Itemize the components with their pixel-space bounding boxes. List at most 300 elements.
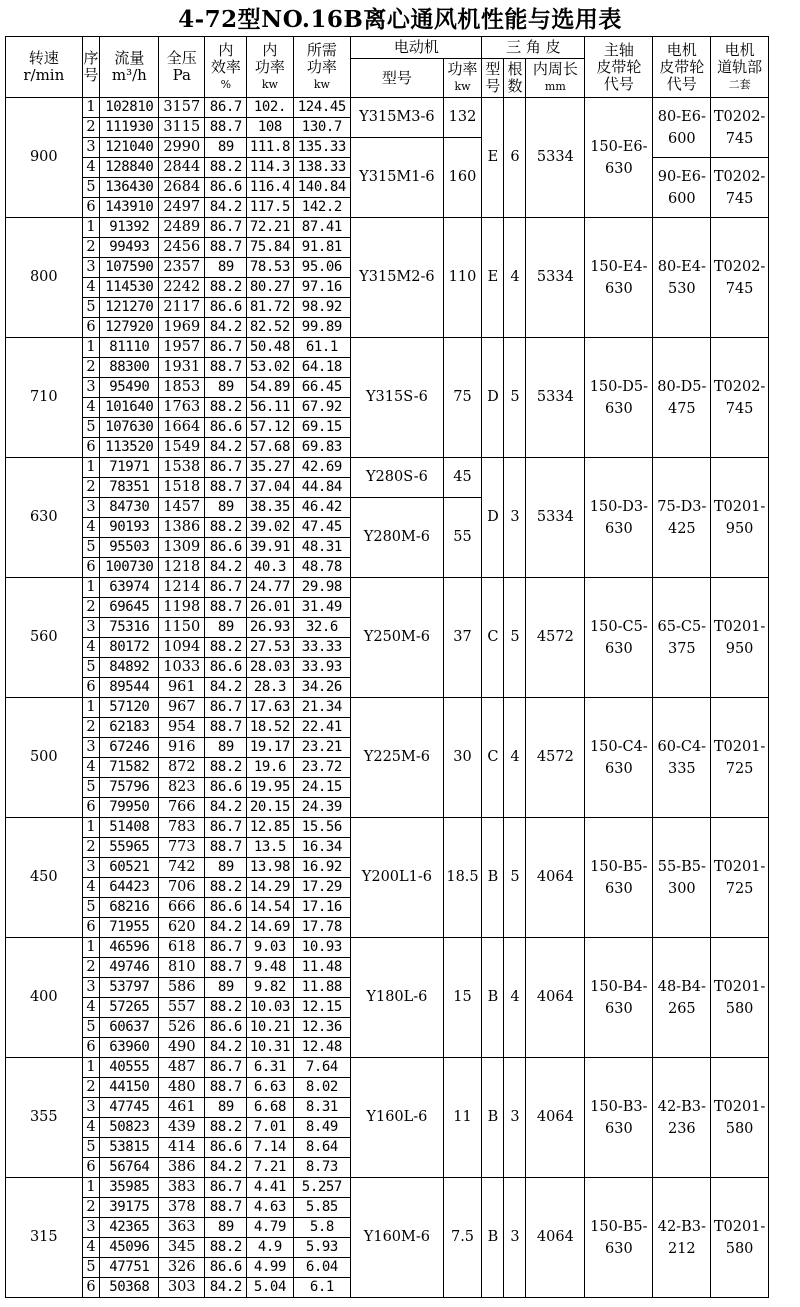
motor-model-cell: Y315M1-6 — [351, 138, 443, 218]
flow-cell: 107630 — [100, 418, 159, 438]
seq-cell: 1 — [82, 338, 100, 358]
efficiency-cell: 88.7 — [205, 358, 247, 378]
required-power-cell: 61.1 — [293, 338, 351, 358]
efficiency-cell: 89 — [205, 138, 247, 158]
efficiency-cell: 88.2 — [205, 758, 247, 778]
internal-power-cell: 10.21 — [247, 1018, 293, 1038]
efficiency-cell: 86.6 — [205, 1018, 247, 1038]
flow-cell: 113520 — [100, 438, 159, 458]
belt-count-cell: 4 — [504, 218, 526, 338]
internal-power-cell: 37.04 — [247, 478, 293, 498]
motor-model-cell: Y180L-6 — [351, 938, 443, 1058]
flow-cell: 78351 — [100, 478, 159, 498]
required-power-cell: 97.16 — [293, 278, 351, 298]
required-power-cell: 17.29 — [293, 878, 351, 898]
efficiency-cell: 86.7 — [205, 1058, 247, 1078]
internal-power-cell: 19.17 — [247, 738, 293, 758]
flow-cell: 60521 — [100, 858, 159, 878]
seq-cell: 5 — [82, 298, 100, 318]
pressure-cell: 1518 — [159, 478, 205, 498]
seq-cell: 3 — [82, 618, 100, 638]
seq-cell: 2 — [82, 1078, 100, 1098]
required-power-cell: 138.33 — [293, 158, 351, 178]
required-power-cell: 66.45 — [293, 378, 351, 398]
required-power-cell: 7.64 — [293, 1058, 351, 1078]
belt-type-cell: E — [482, 98, 504, 218]
required-power-cell: 98.92 — [293, 298, 351, 318]
seq-cell: 1 — [82, 1178, 100, 1198]
motor-model-cell: Y315S-6 — [351, 338, 443, 458]
internal-power-cell: 4.9 — [247, 1238, 293, 1258]
required-power-cell: 12.48 — [293, 1038, 351, 1058]
required-power-cell: 24.15 — [293, 778, 351, 798]
seq-cell: 5 — [82, 778, 100, 798]
flow-cell: 91392 — [100, 218, 159, 238]
efficiency-cell: 89 — [205, 378, 247, 398]
required-power-cell: 17.78 — [293, 918, 351, 938]
efficiency-cell: 89 — [205, 1218, 247, 1238]
speed-cell: 450 — [6, 818, 83, 938]
required-power-cell: 142.2 — [293, 198, 351, 218]
efficiency-cell: 86.6 — [205, 898, 247, 918]
internal-power-cell: 39.02 — [247, 518, 293, 538]
seq-cell: 5 — [82, 898, 100, 918]
efficiency-cell: 88.7 — [205, 1198, 247, 1218]
efficiency-cell: 88.2 — [205, 518, 247, 538]
flow-cell: 128840 — [100, 158, 159, 178]
internal-power-cell: 54.89 — [247, 378, 293, 398]
seq-cell: 6 — [82, 1158, 100, 1178]
required-power-cell: 12.15 — [293, 998, 351, 1018]
required-power-cell: 48.31 — [293, 538, 351, 558]
motor-model-cell: Y200L1-6 — [351, 818, 443, 938]
pressure-cell: 2117 — [159, 298, 205, 318]
flow-cell: 90193 — [100, 518, 159, 538]
required-power-cell: 11.48 — [293, 958, 351, 978]
flow-cell: 136430 — [100, 178, 159, 198]
belt-length-cell: 5334 — [526, 218, 585, 338]
seq-cell: 5 — [82, 418, 100, 438]
efficiency-cell: 88.2 — [205, 278, 247, 298]
belt-type-cell: E — [482, 218, 504, 338]
internal-power-cell: 7.21 — [247, 1158, 293, 1178]
seq-cell: 2 — [82, 358, 100, 378]
required-power-cell: 8.49 — [293, 1118, 351, 1138]
pressure-cell: 1538 — [159, 458, 205, 478]
efficiency-cell: 88.7 — [205, 598, 247, 618]
seq-cell: 1 — [82, 578, 100, 598]
efficiency-cell: 86.6 — [205, 178, 247, 198]
internal-power-cell: 26.93 — [247, 618, 293, 638]
pressure-cell: 383 — [159, 1178, 205, 1198]
flow-cell: 57120 — [100, 698, 159, 718]
belt-type-cell: B — [482, 1058, 504, 1178]
belt-length-cell: 4064 — [526, 1058, 585, 1178]
belt-length-cell: 4572 — [526, 578, 585, 698]
required-power-cell: 5.8 — [293, 1218, 351, 1238]
seq-cell: 3 — [82, 258, 100, 278]
pressure-cell: 303 — [159, 1278, 205, 1298]
table-row — [6, 578, 769, 598]
pressure-cell: 618 — [159, 938, 205, 958]
internal-power-cell: 9.82 — [247, 978, 293, 998]
required-power-cell: 8.73 — [293, 1158, 351, 1178]
efficiency-cell: 84.2 — [205, 918, 247, 938]
belt-length-cell: 4572 — [526, 698, 585, 818]
seq-cell: 4 — [82, 158, 100, 178]
flow-cell: 121270 — [100, 298, 159, 318]
internal-power-cell: 35.27 — [247, 458, 293, 478]
motor-pulley-cell: 80-E6-600 — [653, 98, 711, 158]
header-motor-model: 型号 — [351, 59, 443, 98]
internal-power-cell: 14.69 — [247, 918, 293, 938]
belt-count-cell: 5 — [504, 338, 526, 458]
flow-cell: 88300 — [100, 358, 159, 378]
table-row — [6, 818, 769, 838]
flow-cell: 57265 — [100, 998, 159, 1018]
seq-cell: 6 — [82, 1038, 100, 1058]
internal-power-cell: 57.68 — [247, 438, 293, 458]
belt-type-cell: B — [482, 818, 504, 938]
flow-cell: 95503 — [100, 538, 159, 558]
belt-count-cell: 5 — [504, 578, 526, 698]
motor-power-cell: 37 — [443, 578, 482, 698]
belt-type-cell: B — [482, 938, 504, 1058]
efficiency-cell: 88.7 — [205, 838, 247, 858]
flow-cell: 68216 — [100, 898, 159, 918]
pressure-cell: 363 — [159, 1218, 205, 1238]
motor-pulley-cell: 60-C4-335 — [653, 698, 711, 818]
internal-power-cell: 72.21 — [247, 218, 293, 238]
internal-power-cell: 19.6 — [247, 758, 293, 778]
speed-cell: 315 — [6, 1178, 83, 1298]
spindle-pulley-cell: 150-E6-630 — [585, 98, 653, 218]
efficiency-cell: 86.6 — [205, 1138, 247, 1158]
seq-cell: 4 — [82, 518, 100, 538]
required-power-cell: 135.33 — [293, 138, 351, 158]
required-power-cell: 130.7 — [293, 118, 351, 138]
internal-power-cell: 13.98 — [247, 858, 293, 878]
internal-power-cell: 116.4 — [247, 178, 293, 198]
motor-rail-cell: T0202-745 — [711, 218, 769, 338]
motor-power-cell: 18.5 — [443, 818, 482, 938]
seq-cell: 2 — [82, 838, 100, 858]
belt-type-cell: C — [482, 698, 504, 818]
flow-cell: 84730 — [100, 498, 159, 518]
pressure-cell: 783 — [159, 818, 205, 838]
required-power-cell: 16.92 — [293, 858, 351, 878]
pressure-cell: 1957 — [159, 338, 205, 358]
table-row — [6, 1178, 769, 1198]
seq-cell: 3 — [82, 378, 100, 398]
internal-power-cell: 4.41 — [247, 1178, 293, 1198]
internal-power-cell: 39.91 — [247, 538, 293, 558]
pressure-cell: 2684 — [159, 178, 205, 198]
speed-cell: 630 — [6, 458, 83, 578]
internal-power-cell: 28.03 — [247, 658, 293, 678]
required-power-cell: 33.33 — [293, 638, 351, 658]
efficiency-cell: 84.2 — [205, 798, 247, 818]
internal-power-cell: 114.3 — [247, 158, 293, 178]
spindle-pulley-cell: 150-B5-630 — [585, 1178, 653, 1298]
required-power-cell: 12.36 — [293, 1018, 351, 1038]
motor-power-cell: 15 — [443, 938, 482, 1058]
internal-power-cell: 12.85 — [247, 818, 293, 838]
flow-cell: 111930 — [100, 118, 159, 138]
pressure-cell: 1214 — [159, 578, 205, 598]
flow-cell: 50823 — [100, 1118, 159, 1138]
internal-power-cell: 17.63 — [247, 698, 293, 718]
flow-cell: 80172 — [100, 638, 159, 658]
flow-cell: 71971 — [100, 458, 159, 478]
required-power-cell: 124.45 — [293, 98, 351, 118]
belt-length-cell: 4064 — [526, 1178, 585, 1298]
pressure-cell: 386 — [159, 1158, 205, 1178]
spindle-pulley-cell: 150-C4-630 — [585, 698, 653, 818]
seq-cell: 4 — [82, 998, 100, 1018]
pressure-cell: 378 — [159, 1198, 205, 1218]
seq-cell: 3 — [82, 858, 100, 878]
required-power-cell: 48.78 — [293, 558, 351, 578]
pressure-cell: 1457 — [159, 498, 205, 518]
seq-cell: 1 — [82, 818, 100, 838]
required-power-cell: 16.34 — [293, 838, 351, 858]
required-power-cell: 8.02 — [293, 1078, 351, 1098]
efficiency-cell: 86.6 — [205, 1258, 247, 1278]
fan-selection-table — [5, 36, 769, 1298]
pressure-cell: 967 — [159, 698, 205, 718]
belt-type-cell: B — [482, 1178, 504, 1298]
flow-cell: 64423 — [100, 878, 159, 898]
internal-power-cell: 18.52 — [247, 718, 293, 738]
required-power-cell: 29.98 — [293, 578, 351, 598]
internal-power-cell: 75.84 — [247, 238, 293, 258]
efficiency-cell: 86.6 — [205, 778, 247, 798]
spindle-pulley-cell: 150-D3-630 — [585, 458, 653, 578]
pressure-cell: 1218 — [159, 558, 205, 578]
motor-power-cell: 7.5 — [443, 1178, 482, 1298]
motor-rail-cell: T0201-950 — [711, 458, 769, 578]
required-power-cell: 33.93 — [293, 658, 351, 678]
required-power-cell: 15.56 — [293, 818, 351, 838]
motor-rail-cell: T0201-580 — [711, 1058, 769, 1178]
required-power-cell: 5.85 — [293, 1198, 351, 1218]
flow-cell: 49746 — [100, 958, 159, 978]
efficiency-cell: 86.7 — [205, 338, 247, 358]
header-belt-count: 根 数 — [504, 59, 526, 98]
internal-power-cell: 81.72 — [247, 298, 293, 318]
motor-model-cell: Y280M-6 — [351, 498, 443, 578]
seq-cell: 5 — [82, 1018, 100, 1038]
internal-power-cell: 50.48 — [247, 338, 293, 358]
required-power-cell: 99.89 — [293, 318, 351, 338]
header-motor-power: 功率 kw — [443, 59, 482, 98]
pressure-cell: 1309 — [159, 538, 205, 558]
motor-pulley-cell: 80-E4-530 — [653, 218, 711, 338]
flow-cell: 55965 — [100, 838, 159, 858]
seq-cell: 2 — [82, 718, 100, 738]
motor-power-cell: 110 — [443, 218, 482, 338]
efficiency-cell: 86.6 — [205, 298, 247, 318]
required-power-cell: 8.64 — [293, 1138, 351, 1158]
efficiency-cell: 86.6 — [205, 658, 247, 678]
seq-cell: 1 — [82, 1058, 100, 1078]
flow-cell: 42365 — [100, 1218, 159, 1238]
pressure-cell: 773 — [159, 838, 205, 858]
seq-cell: 3 — [82, 498, 100, 518]
pressure-cell: 3157 — [159, 98, 205, 118]
efficiency-cell: 86.7 — [205, 698, 247, 718]
flow-cell: 50368 — [100, 1278, 159, 1298]
motor-pulley-cell: 80-D5-475 — [653, 338, 711, 458]
header-belt-type: 型 号 — [482, 59, 504, 98]
motor-rail-cell: T0201-725 — [711, 818, 769, 938]
required-power-cell: 46.42 — [293, 498, 351, 518]
required-power-cell: 34.26 — [293, 678, 351, 698]
required-power-cell: 32.6 — [293, 618, 351, 638]
internal-power-cell: 38.35 — [247, 498, 293, 518]
seq-cell: 1 — [82, 98, 100, 118]
motor-rail-cell: T0201-580 — [711, 1178, 769, 1298]
efficiency-cell: 88.2 — [205, 398, 247, 418]
flow-cell: 114530 — [100, 278, 159, 298]
table-row — [6, 698, 769, 718]
pressure-cell: 872 — [159, 758, 205, 778]
required-power-cell: 11.88 — [293, 978, 351, 998]
header-internal-power: 内 功率 kw — [247, 37, 293, 98]
efficiency-cell: 84.2 — [205, 1278, 247, 1298]
seq-cell: 4 — [82, 278, 100, 298]
efficiency-cell: 84.2 — [205, 1038, 247, 1058]
pressure-cell: 487 — [159, 1058, 205, 1078]
spindle-pulley-cell: 150-B5-630 — [585, 818, 653, 938]
efficiency-cell: 88.2 — [205, 998, 247, 1018]
internal-power-cell: 82.52 — [247, 318, 293, 338]
pressure-cell: 1931 — [159, 358, 205, 378]
motor-rail-cell: T0202-745 — [711, 338, 769, 458]
flow-cell: 63960 — [100, 1038, 159, 1058]
flow-cell: 44150 — [100, 1078, 159, 1098]
header-efficiency: 内 效率 % — [205, 37, 247, 98]
belt-length-cell: 4064 — [526, 818, 585, 938]
flow-cell: 35985 — [100, 1178, 159, 1198]
pressure-cell: 1386 — [159, 518, 205, 538]
motor-pulley-cell: 48-B4-265 — [653, 938, 711, 1058]
motor-pulley-cell: 55-B5-300 — [653, 818, 711, 938]
seq-cell: 1 — [82, 938, 100, 958]
efficiency-cell: 89 — [205, 978, 247, 998]
efficiency-cell: 86.7 — [205, 578, 247, 598]
pressure-cell: 961 — [159, 678, 205, 698]
seq-cell: 2 — [82, 478, 100, 498]
pressure-cell: 2844 — [159, 158, 205, 178]
table-row — [6, 218, 769, 238]
speed-cell: 800 — [6, 218, 83, 338]
table-row — [6, 1058, 769, 1078]
belt-length-cell: 4064 — [526, 938, 585, 1058]
header-belt-length: 内周长 mm — [526, 59, 585, 98]
internal-power-cell: 117.5 — [247, 198, 293, 218]
efficiency-cell: 86.7 — [205, 98, 247, 118]
flow-cell: 95490 — [100, 378, 159, 398]
motor-model-cell: Y225M-6 — [351, 698, 443, 818]
seq-cell: 2 — [82, 238, 100, 258]
pressure-cell: 1198 — [159, 598, 205, 618]
pressure-cell: 954 — [159, 718, 205, 738]
internal-power-cell: 10.03 — [247, 998, 293, 1018]
internal-power-cell: 108 — [247, 118, 293, 138]
belt-count-cell: 4 — [504, 698, 526, 818]
motor-power-cell: 30 — [443, 698, 482, 818]
pressure-cell: 345 — [159, 1238, 205, 1258]
table-row — [6, 338, 769, 358]
seq-cell: 1 — [82, 698, 100, 718]
required-power-cell: 69.83 — [293, 438, 351, 458]
motor-rail-cell: T0201-580 — [711, 938, 769, 1058]
efficiency-cell: 88.2 — [205, 158, 247, 178]
flow-cell: 47745 — [100, 1098, 159, 1118]
internal-power-cell: 6.63 — [247, 1078, 293, 1098]
belt-type-cell: D — [482, 338, 504, 458]
required-power-cell: 24.39 — [293, 798, 351, 818]
efficiency-cell: 89 — [205, 498, 247, 518]
table-header — [6, 37, 769, 98]
flow-cell: 62183 — [100, 718, 159, 738]
pressure-cell: 766 — [159, 798, 205, 818]
pressure-cell: 620 — [159, 918, 205, 938]
motor-power-cell: 132 — [443, 98, 482, 138]
flow-cell: 71582 — [100, 758, 159, 778]
seq-cell: 3 — [82, 978, 100, 998]
motor-model-cell: Y160M-6 — [351, 1178, 443, 1298]
required-power-cell: 91.81 — [293, 238, 351, 258]
seq-cell: 4 — [82, 638, 100, 658]
required-power-cell: 21.34 — [293, 698, 351, 718]
speed-cell: 560 — [6, 578, 83, 698]
pressure-cell: 557 — [159, 998, 205, 1018]
pressure-cell: 3115 — [159, 118, 205, 138]
efficiency-cell: 88.2 — [205, 1118, 247, 1138]
internal-power-cell: 6.68 — [247, 1098, 293, 1118]
flow-cell: 84892 — [100, 658, 159, 678]
seq-cell: 3 — [82, 138, 100, 158]
pressure-cell: 526 — [159, 1018, 205, 1038]
seq-cell: 4 — [82, 878, 100, 898]
required-power-cell: 10.93 — [293, 938, 351, 958]
seq-cell: 5 — [82, 1258, 100, 1278]
internal-power-cell: 9.48 — [247, 958, 293, 978]
efficiency-cell: 88.7 — [205, 238, 247, 258]
internal-power-cell: 14.54 — [247, 898, 293, 918]
efficiency-cell: 84.2 — [205, 558, 247, 578]
internal-power-cell: 78.53 — [247, 258, 293, 278]
efficiency-cell: 86.7 — [205, 1178, 247, 1198]
pressure-cell: 916 — [159, 738, 205, 758]
efficiency-cell: 88.7 — [205, 958, 247, 978]
pressure-cell: 1763 — [159, 398, 205, 418]
efficiency-cell: 86.7 — [205, 938, 247, 958]
efficiency-cell: 84.2 — [205, 318, 247, 338]
required-power-cell: 140.84 — [293, 178, 351, 198]
internal-power-cell: 40.3 — [247, 558, 293, 578]
belt-length-cell: 5334 — [526, 98, 585, 218]
seq-cell: 6 — [82, 918, 100, 938]
efficiency-cell: 89 — [205, 858, 247, 878]
belt-count-cell: 4 — [504, 938, 526, 1058]
flow-cell: 63974 — [100, 578, 159, 598]
efficiency-cell: 89 — [205, 738, 247, 758]
belt-length-cell: 5334 — [526, 458, 585, 578]
